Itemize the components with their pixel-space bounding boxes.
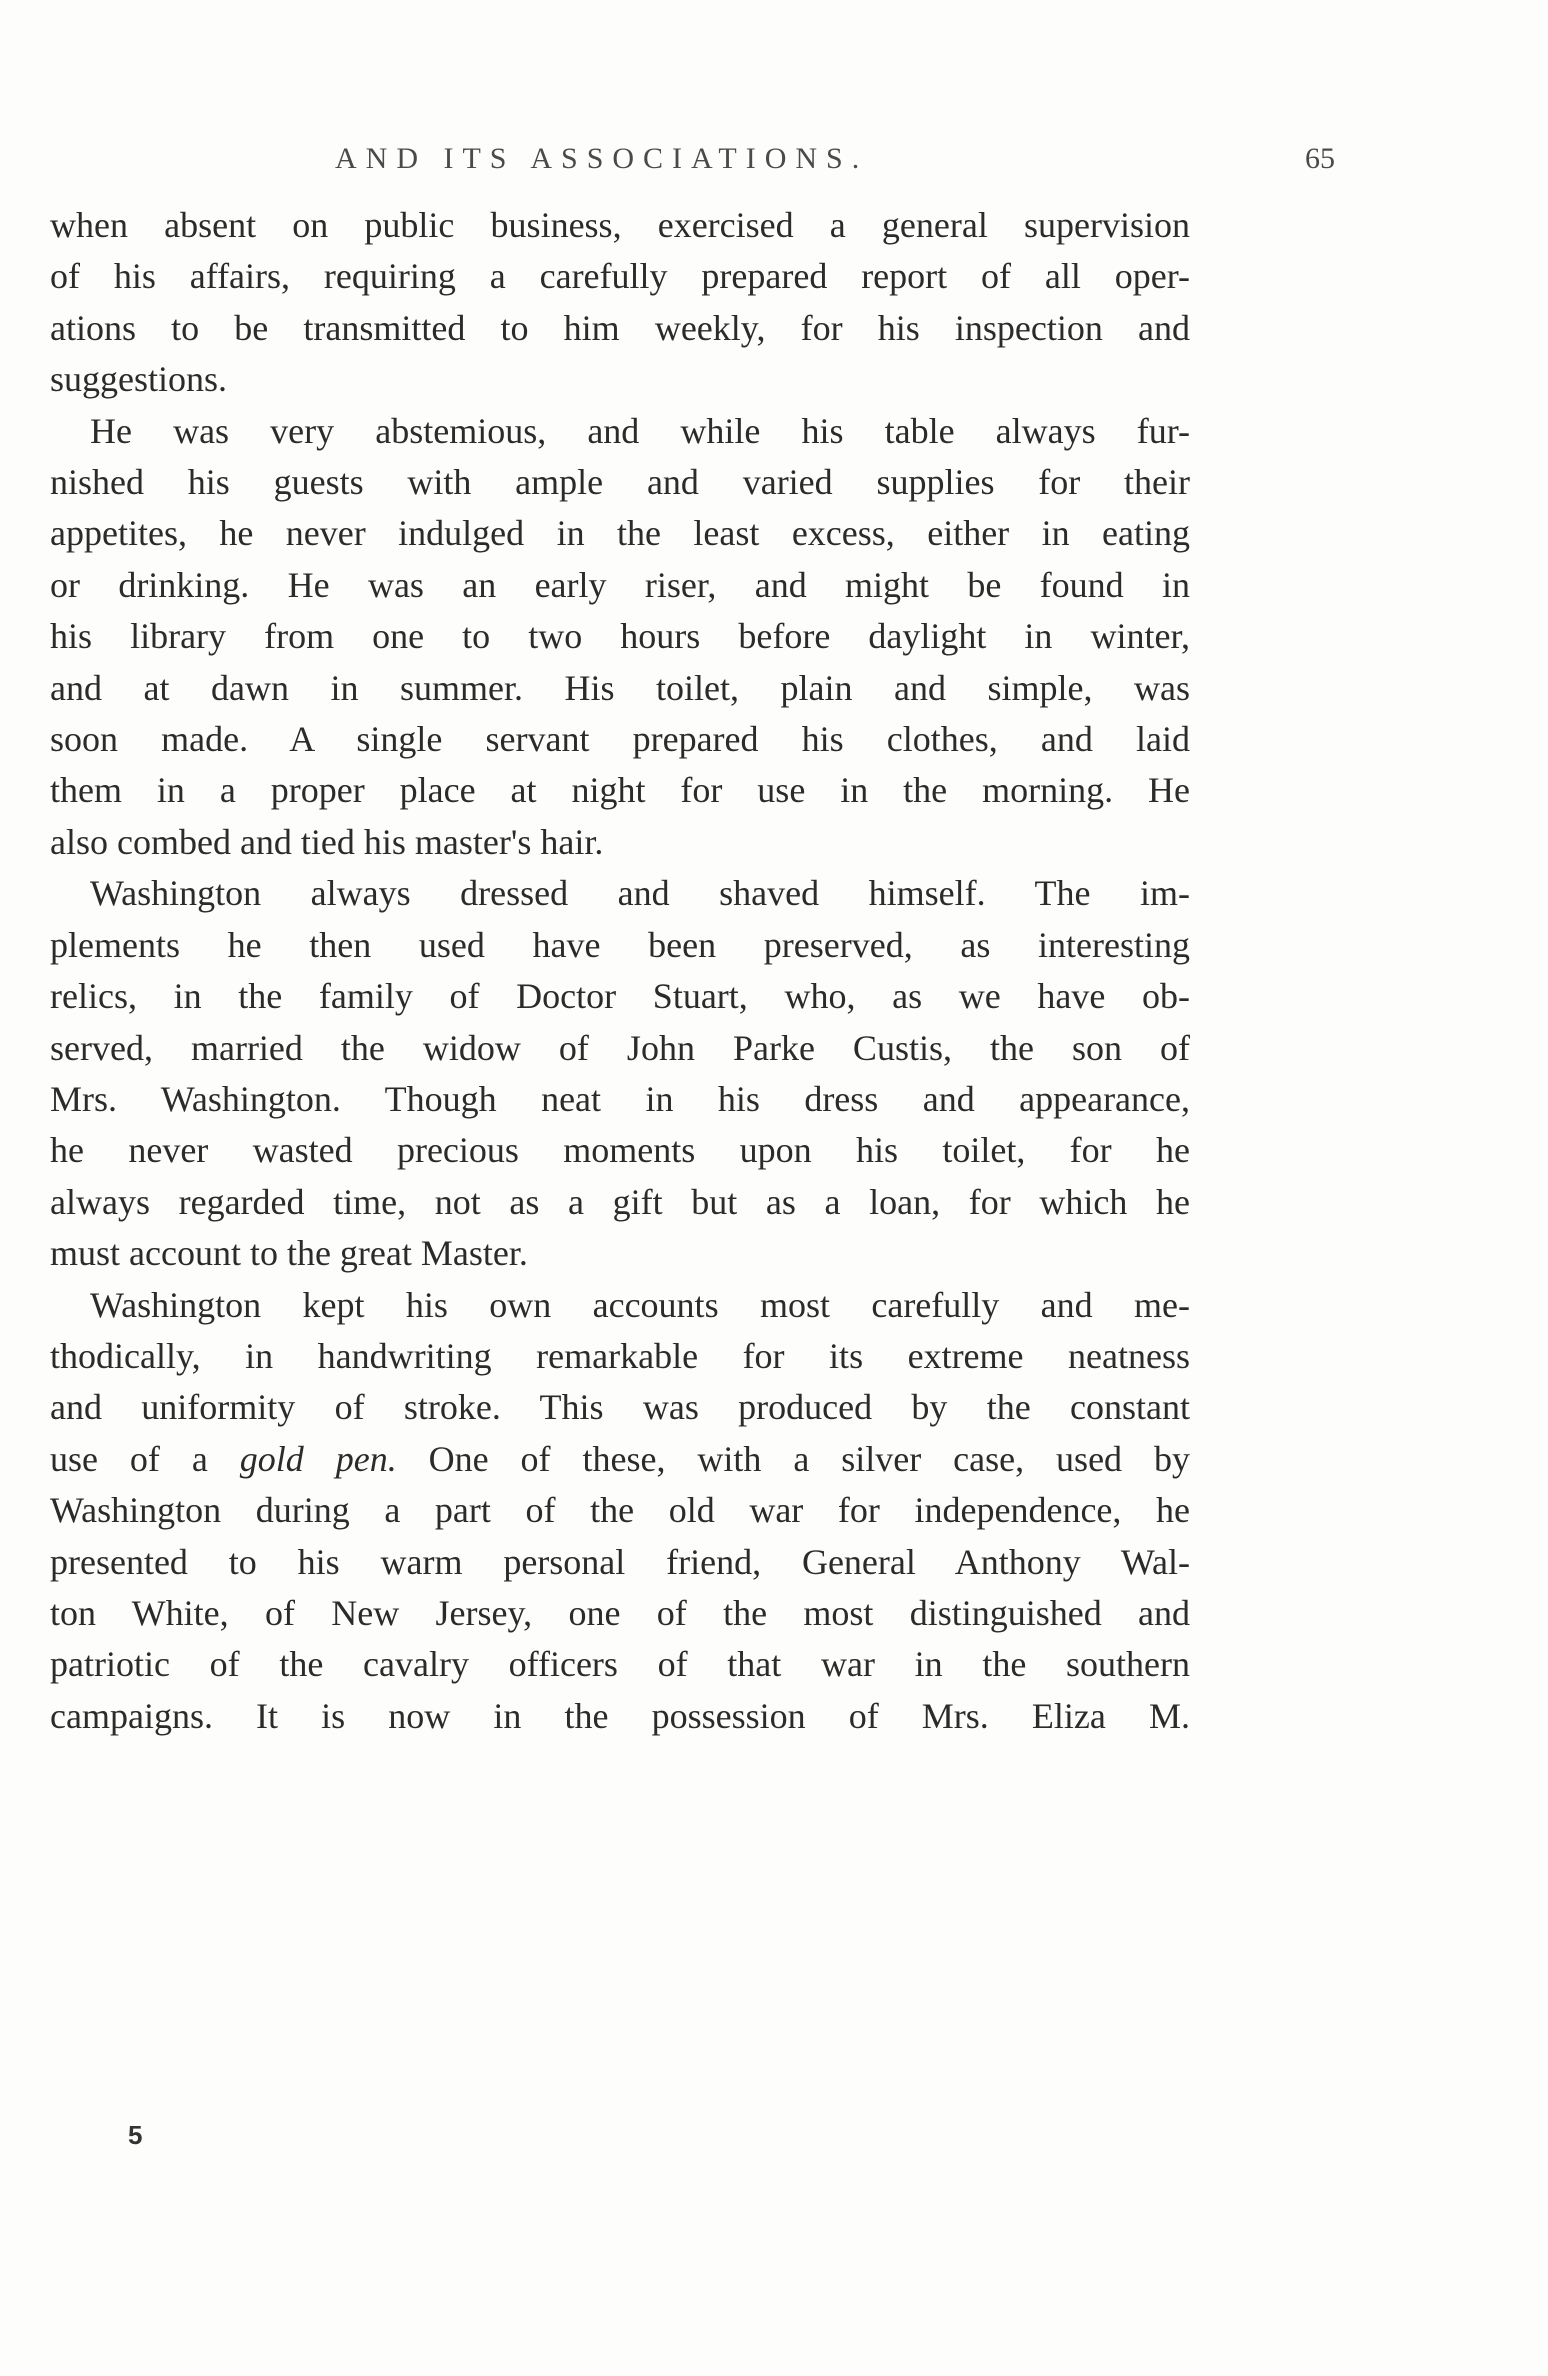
text-line: or drinking. He was an early riser, and might be found in — [50, 564, 1190, 605]
text-line: he never wasted precious moments upon his toilet, for he — [50, 1130, 1190, 1171]
text-segment: use of a — [50, 1438, 240, 1479]
italic-phrase: gold pen. — [239, 1438, 397, 1479]
text-segment: One of these, with a silver case, used by — [396, 1438, 1190, 1479]
page-number: 65 — [1305, 142, 1335, 175]
text-line: campaigns. It is now in the possession of Mrs. Eliza M. — [50, 1695, 1190, 1736]
running-title: AND ITS ASSOCIATIONS. — [335, 142, 869, 175]
text-line: of his affairs, requiring a carefully prepared report of all oper- — [50, 256, 1190, 297]
text-line: Mrs. Washington. Though neat in his dress and appearance, — [50, 1078, 1190, 1119]
text-line: must account to the great Master. — [50, 1233, 528, 1274]
body-text — [50, 200, 1190, 1742]
text-line: Washington always dressed and shaved himself. The im- — [90, 873, 1190, 914]
text-line: thodically, in handwriting remarkable for its extreme neatness — [50, 1335, 1190, 1376]
text-line: relics, in the family of Doctor Stuart, who, as we have ob- — [50, 976, 1190, 1017]
text-line: patriotic of the cavalry officers of that war in the southern — [50, 1644, 1190, 1685]
text-line: Washington during a part of the old war for independence, he — [50, 1490, 1190, 1531]
text-line: and uniformity of stroke. This was produced by the constant — [50, 1387, 1190, 1428]
text-line: suggestions. — [50, 359, 228, 400]
text-line: ations to be transmitted to him weekly, for his inspection and — [50, 307, 1190, 348]
text-line: his library from one to two hours before daylight in winter, — [50, 616, 1190, 657]
text-line: presented to his warm personal friend, General Anthony Wal- — [50, 1541, 1190, 1582]
text-line: and at dawn in summer. His toilet, plain and simple, was — [50, 667, 1190, 708]
text-line: them in a proper place at night for use in the morning. He — [50, 770, 1190, 811]
signature-mark: 5 — [128, 2120, 143, 2150]
text-line: soon made. A single servant prepared his clothes, and laid — [50, 719, 1190, 760]
running-head — [335, 142, 1335, 182]
text-line: nished his guests with ample and varied supplies for their — [50, 462, 1190, 503]
text-line: appetites, he never indulged in the least excess, either in eating — [50, 513, 1190, 554]
text-line: served, married the widow of John Parke Custis, the son of — [50, 1027, 1190, 1068]
text-line: plements he then used have been preserved, as interesting — [50, 924, 1190, 965]
text-line: also combed and tied his master's hair. — [50, 821, 604, 862]
text-line: always regarded time, not as a gift but as a loan, for which he — [50, 1181, 1190, 1222]
text-line-with-italic — [50, 1434, 1190, 1485]
text-line: ton White, of New Jersey, one of the most distinguished and — [50, 1592, 1190, 1633]
text-line: when absent on public business, exercised a general supervision — [50, 205, 1190, 245]
text-line: Washington kept his own accounts most carefully and me- — [90, 1284, 1190, 1325]
text-line: He was very abstemious, and while his table always fur- — [90, 410, 1190, 451]
